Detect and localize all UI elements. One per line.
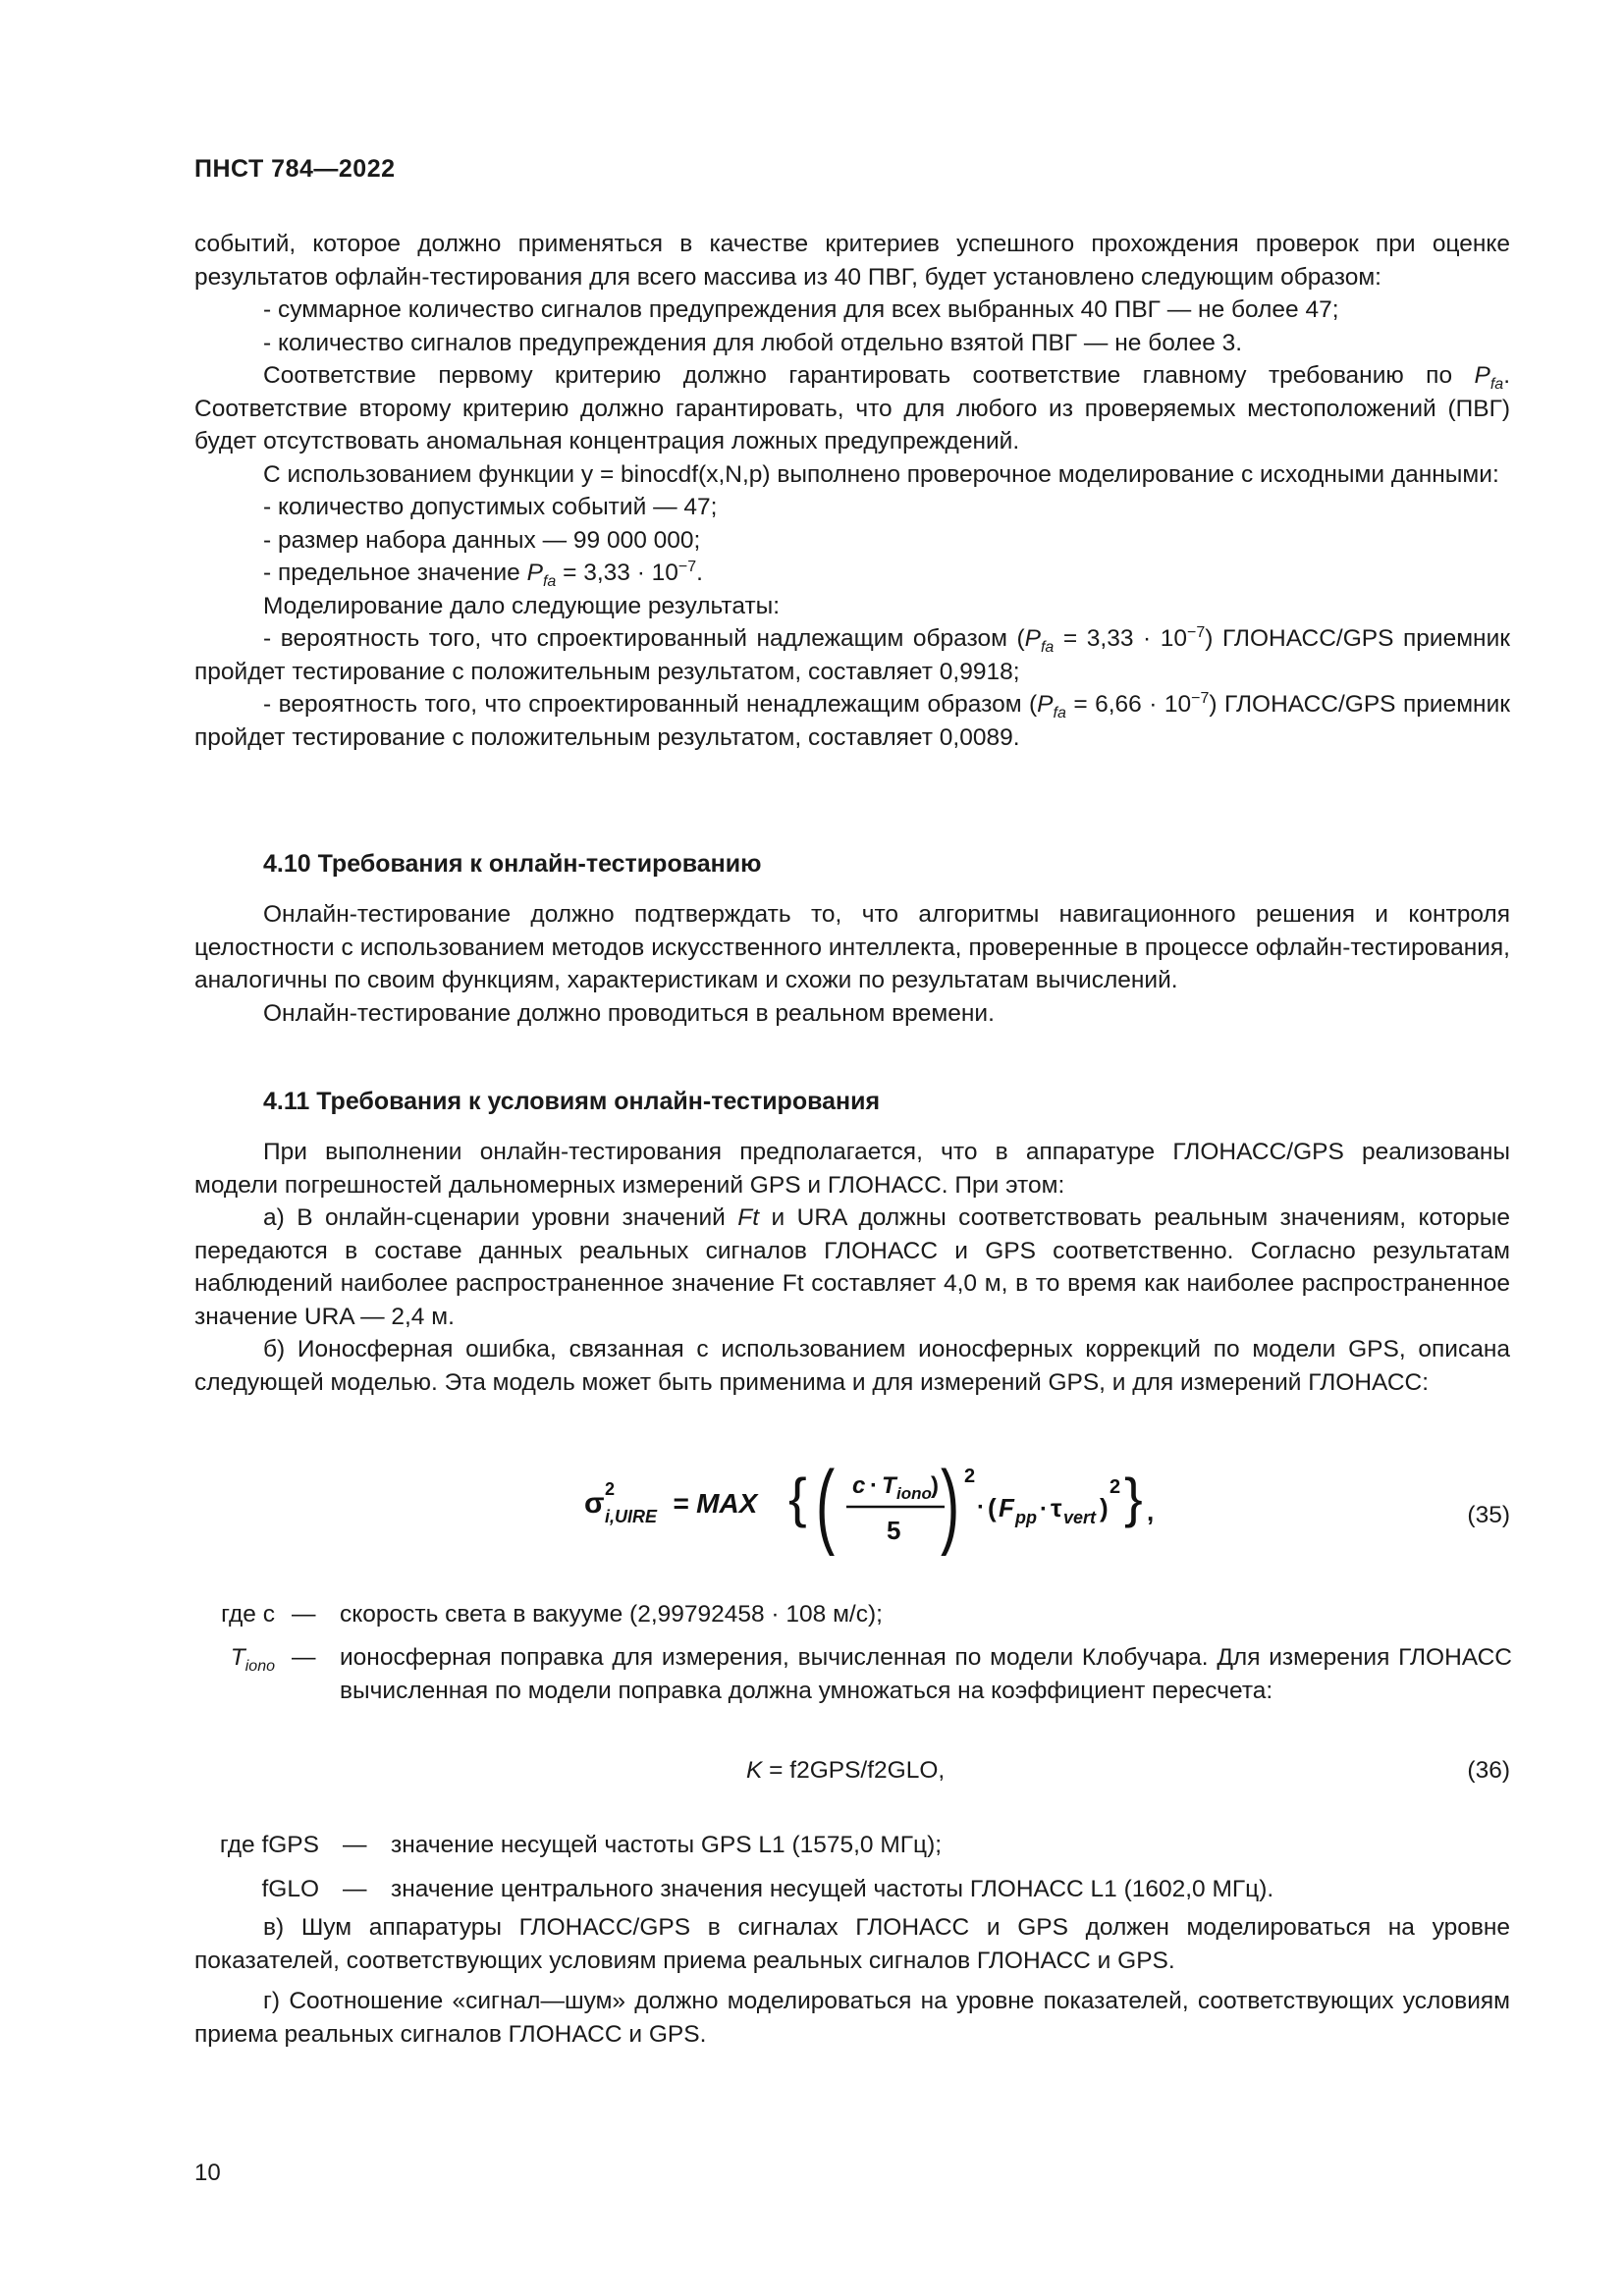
square-2: 2 (1110, 1476, 1121, 1498)
list-item: - суммарное количество сигналов предупреждения для всех выбранных 40 ПВГ — не более 47; (263, 296, 1339, 323)
where-desc-tiono: ионосферная поправка для измерения, вычисленная по модели Клобучара. Для измерения ГЛОНАСС вычисленная по модели поправка должна умножаться на коэффициент пересчета: (340, 1644, 1512, 1704)
list-item: - размер набора данных — 99 000 000; (263, 526, 701, 554)
paragraph: б) Ионосферная ошибка, связанная с использованием ионосферных коррекций по модели GPS, описана следующей моделью. Эта модель может быть применима и для измерений GPS, и для измерений ГЛОНАСС: (194, 1336, 1510, 1396)
tau-paren: ) (1100, 1493, 1109, 1522)
numerator-dot: · (870, 1472, 878, 1499)
paragraph: г) Соотношение «сигнал—шум» должно моделироваться на уровне показателей, соответствующих условиям приема реальных сигналов ГЛОНАСС и GPS. (194, 1988, 1510, 2048)
numerator-t: T (882, 1472, 896, 1499)
tau-subscript: vert (1063, 1508, 1097, 1527)
section-4-11-tail (194, 1911, 1510, 2051)
where-dash: — (343, 1876, 367, 1902)
where-label-c: где c (221, 1601, 275, 1628)
dot-3: · (1040, 1496, 1048, 1522)
tau-symbol: τ (1051, 1493, 1062, 1522)
f-subscript: pp (1015, 1508, 1037, 1527)
intro-paragraph: событий, которое должно применяться в качестве критериев успешного прохождения проверок при оценке результатов офлайн-тестирования для всего массива из 40 ПВГ, будет установлено следующим образом: (194, 231, 1510, 291)
numerator-c: c (852, 1472, 866, 1499)
where-label-fglo: fGLO (261, 1876, 319, 1902)
paragraph: Соответствие первому критерию должно гарантировать соответствие главному требованию по $P_{fa}$. Соответствие второму критерию должно гарантировать, что для любого из проверяемых местоположений (ПВГ) будет отсутствовать аномальная концентрация ложных предупреждений. (194, 362, 1510, 454)
where-desc-fglo: значение центрального значения несущей частоты ГЛОНАСС L1 (1602,0 МГц). (391, 1876, 1274, 1902)
f-symbol: F (999, 1493, 1014, 1522)
where-desc-c: скорость света в вакууме (2,99792458 · 108 м/с); (340, 1601, 883, 1628)
equation-number-36: (36) (1467, 1757, 1510, 1784)
numerator-sub: iono (896, 1484, 932, 1503)
denominator: 5 (887, 1516, 901, 1545)
section-4-10-body (194, 898, 1510, 1030)
paragraph: Онлайн-тестирование должно подтверждать то, что алгоритмы навигационного решения и контроля целостности с использованием методов искусственного интеллекта, проверенные в процессе офлайн-тестирования, аналогичны по своим функциям, характеристикам и схожи по результатам вычислений. (194, 901, 1510, 993)
equals-max: = MAX (673, 1488, 758, 1519)
left-brace: { (788, 1467, 807, 1528)
formula-36: K = f2GPS/f2GLO, (746, 1757, 946, 1784)
list-item: - количество сигналов предупреждения для любой отдельно взятой ПВГ — не более 3. (263, 329, 1243, 356)
paragraph: Онлайн-тестирование должно проводиться в реальном времени. (263, 999, 995, 1027)
where-label-tiono: $T_{iono}$ (230, 1644, 275, 1675)
list-item: - количество допустимых событий — 47; (263, 494, 718, 520)
page-number: 10 (194, 2160, 221, 2186)
right-paren: ) (941, 1450, 960, 1557)
square-1: 2 (964, 1466, 976, 1487)
paragraph: а) В онлайн-сценарии уровни значений Ft и URA должны соответствовать реальным значениям, которые передаются в составе данных реальных сигналов ГЛОНАСС и GPS соответственно. Согласно результатам наблюдений наиболее распространенное значение Ft составляет 4,0 м, в то время как наиболее распространенное значение URA — 2,4 м. (194, 1204, 1510, 1330)
where-desc-fgps: значение несущей частоты GPS L1 (1575,0 МГц); (391, 1832, 943, 1858)
left-paren: ( (816, 1450, 836, 1557)
formula-35 (579, 1428, 1168, 1575)
right-brace: } (1124, 1467, 1143, 1528)
paragraph: С использованием функции y = binocdf(x,N,p) выполнено проверочное моделирование с исходными данными: (263, 460, 1499, 488)
paragraph: При выполнении онлайн-тестирования предполагается, что в аппаратуре ГЛОНАСС/GPS реализованы модели погрешностей дальномерных измерений GPS и ГЛОНАСС. При этом: (194, 1139, 1510, 1199)
list-item: - вероятность того, что спроектированный ненадлежащим образом $(P_{fa} = 6,66 \cdot 10^{-7})$ ГЛОНАСС/GPS приемник пройдет тестирование с положительным результатом, составляет 0,0089. (194, 689, 1510, 751)
sigma-symbol: σ (584, 1487, 605, 1520)
where-label-fgps: где fGPS (219, 1832, 319, 1858)
list-item: - предельное значение $P_{fa} = 3,33 \cdot 10^{-7}$. (263, 558, 703, 590)
section-4-11-body (194, 1136, 1510, 1399)
sigma-subscript: i,UIRE (605, 1507, 658, 1526)
paragraph: в) Шум аппаратуры ГЛОНАСС/GPS в сигналах ГЛОНАСС и GPS должен моделироваться на уровне показателей, соответствующих условиям приема реальных сигналов ГЛОНАСС и GPS. (194, 1914, 1510, 1974)
dot-2: · (977, 1494, 985, 1521)
equation-number-35: (35) (1467, 1502, 1510, 1528)
document-header: ПНСТ 784—2022 (194, 155, 396, 183)
list-item: - вероятность того, что спроектированный надлежащим образом $(P_{fa} = 3,33 \cdot 10^{-7})$ ГЛОНАСС/GPS приемник пройдет тестирование с положительным результатом, составляет 0,9918; (194, 623, 1510, 685)
section-4-11-title: 4.11 Требования к условиям онлайн-тестирования (263, 1088, 881, 1115)
where-dash: — (292, 1644, 316, 1671)
numerator-rparen: ) (931, 1472, 939, 1499)
sigma-superscript: 2 (605, 1479, 616, 1499)
formula-comma: , (1147, 1497, 1155, 1526)
where-dash: — (343, 1832, 367, 1858)
paragraph: Моделирование дало следующие результаты: (263, 592, 781, 619)
where-dash: — (292, 1601, 316, 1628)
section-4-10-title: 4.10 Требования к онлайн-тестированию (263, 850, 762, 878)
intro-block (194, 228, 1510, 754)
f-paren: ( (988, 1493, 997, 1522)
